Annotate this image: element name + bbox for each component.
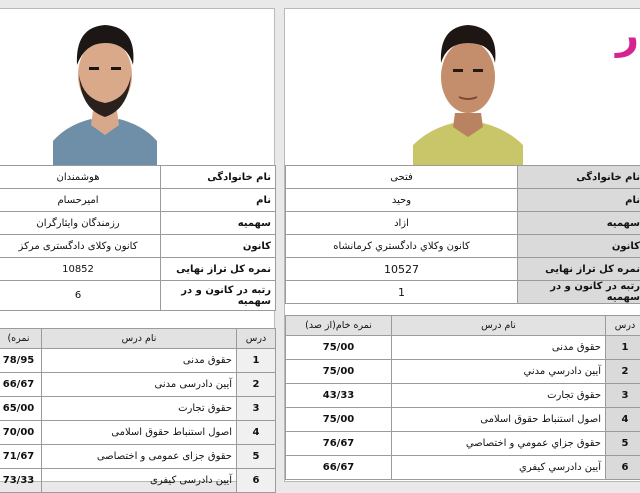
brand-logo-icon: ر xyxy=(616,15,639,55)
table-row xyxy=(286,432,640,456)
course-name: اصول استنباط حقوق اسلامی xyxy=(42,421,237,445)
bar-association-value: کانون وکلاي دادگستري کرمانشاه xyxy=(286,235,518,258)
rank-value: 6 xyxy=(0,281,161,311)
course-score: 75/00 xyxy=(286,360,392,384)
course-name: حقوق جزاي عمومي و اختصاصي xyxy=(392,432,606,456)
total-score-value: 10852 xyxy=(0,258,161,281)
course-number: 2 xyxy=(237,373,276,397)
course-name: آیین دادرسي کیفري xyxy=(392,456,606,480)
table-row xyxy=(0,349,276,373)
course-score: 75/00 xyxy=(286,336,392,360)
table-row xyxy=(286,384,640,408)
family-name-value: هوشمندان xyxy=(0,166,161,189)
total-score-label: نمره کل تراز نهایی xyxy=(161,258,276,281)
table-row xyxy=(286,360,640,384)
course-number: 5 xyxy=(237,445,276,469)
course-number-header: درس xyxy=(237,329,276,349)
course-number: 4 xyxy=(237,421,276,445)
table-row xyxy=(286,408,640,432)
course-name: حقوق جزای عمومی و اختصاصی xyxy=(42,445,237,469)
rank-label: رتبه در کانون و در سهمیه xyxy=(518,281,640,304)
course-number: 6 xyxy=(606,456,640,480)
course-name: اصول استنباط حقوق اسلامی xyxy=(392,408,606,432)
course-name: حقوق مدنی xyxy=(42,349,237,373)
quota-value: ازاد xyxy=(286,212,518,235)
course-score: 43/33 xyxy=(286,384,392,408)
course-name: آیین دادرسی کیفری xyxy=(42,469,237,493)
course-number: 4 xyxy=(606,408,640,432)
course-name: آیین دادرسی مدنی xyxy=(42,373,237,397)
course-number: 6 xyxy=(237,469,276,493)
bar-association-value: کانون وکلای دادگستری مرکز xyxy=(0,235,161,258)
course-name: حقوق تجارت xyxy=(392,384,606,408)
course-score: 73/33 xyxy=(0,469,42,493)
course-number-header: درس xyxy=(606,316,640,336)
rank-value: 1 xyxy=(286,281,518,304)
course-name: آیین دادرسي مدني xyxy=(392,360,606,384)
family-name-value: فتحی xyxy=(286,166,518,189)
family-name-label: نام خانوادگی xyxy=(518,166,640,189)
total-score-label: نمره کل تراز نهایی xyxy=(518,258,640,281)
first-name-value: وحید xyxy=(286,189,518,212)
family-name-label: نام خانوادگی xyxy=(161,166,276,189)
table-row xyxy=(0,421,276,445)
info-table xyxy=(285,165,640,304)
course-number: 5 xyxy=(606,432,640,456)
course-name-header: نام درس xyxy=(392,316,606,336)
info-table xyxy=(0,165,276,311)
bar-association-label: کانون xyxy=(518,235,640,258)
course-name: حقوق تجارت xyxy=(42,397,237,421)
first-name-label: نام xyxy=(161,189,276,212)
course-score: 66/67 xyxy=(0,373,42,397)
course-score: 71/67 xyxy=(0,445,42,469)
course-number: 1 xyxy=(237,349,276,373)
course-score: 70/00 xyxy=(0,421,42,445)
table-row xyxy=(0,469,276,493)
total-score-value: 10527 xyxy=(286,258,518,281)
quota-label: سهمیه xyxy=(518,212,640,235)
first-name-value: امیرحسام xyxy=(0,189,161,212)
course-score: 78/95 xyxy=(0,349,42,373)
grades-table xyxy=(0,328,276,493)
candidate-card-right xyxy=(284,8,640,482)
course-number: 3 xyxy=(606,384,640,408)
course-score: 66/67 xyxy=(286,456,392,480)
person-photo-icon xyxy=(413,13,523,165)
table-row xyxy=(0,373,276,397)
rank-label: رتبه در کانون و در سهمیه xyxy=(161,281,276,311)
score-header: (نمره xyxy=(0,329,42,349)
course-score: 76/67 xyxy=(286,432,392,456)
bar-association-label: کانون xyxy=(161,235,276,258)
photo-area xyxy=(285,9,640,165)
person-photo-icon xyxy=(53,13,157,165)
course-number: 1 xyxy=(606,336,640,360)
course-name-header: نام درس xyxy=(42,329,237,349)
photo-area xyxy=(0,9,274,165)
course-number: 3 xyxy=(237,397,276,421)
course-name: حقوق مدنی xyxy=(392,336,606,360)
table-row xyxy=(286,456,640,480)
candidate-card-left xyxy=(0,8,275,482)
quota-label: سهمیه xyxy=(161,212,276,235)
table-row xyxy=(286,336,640,360)
quota-value: رزمندگان وایثارگران xyxy=(0,212,161,235)
score-header: نمره خام(از صد) xyxy=(286,316,392,336)
course-score: 75/00 xyxy=(286,408,392,432)
grades-table xyxy=(285,315,640,480)
course-score: 65/00 xyxy=(0,397,42,421)
course-number: 2 xyxy=(606,360,640,384)
table-row xyxy=(0,445,276,469)
first-name-label: نام xyxy=(518,189,640,212)
table-row xyxy=(0,397,276,421)
